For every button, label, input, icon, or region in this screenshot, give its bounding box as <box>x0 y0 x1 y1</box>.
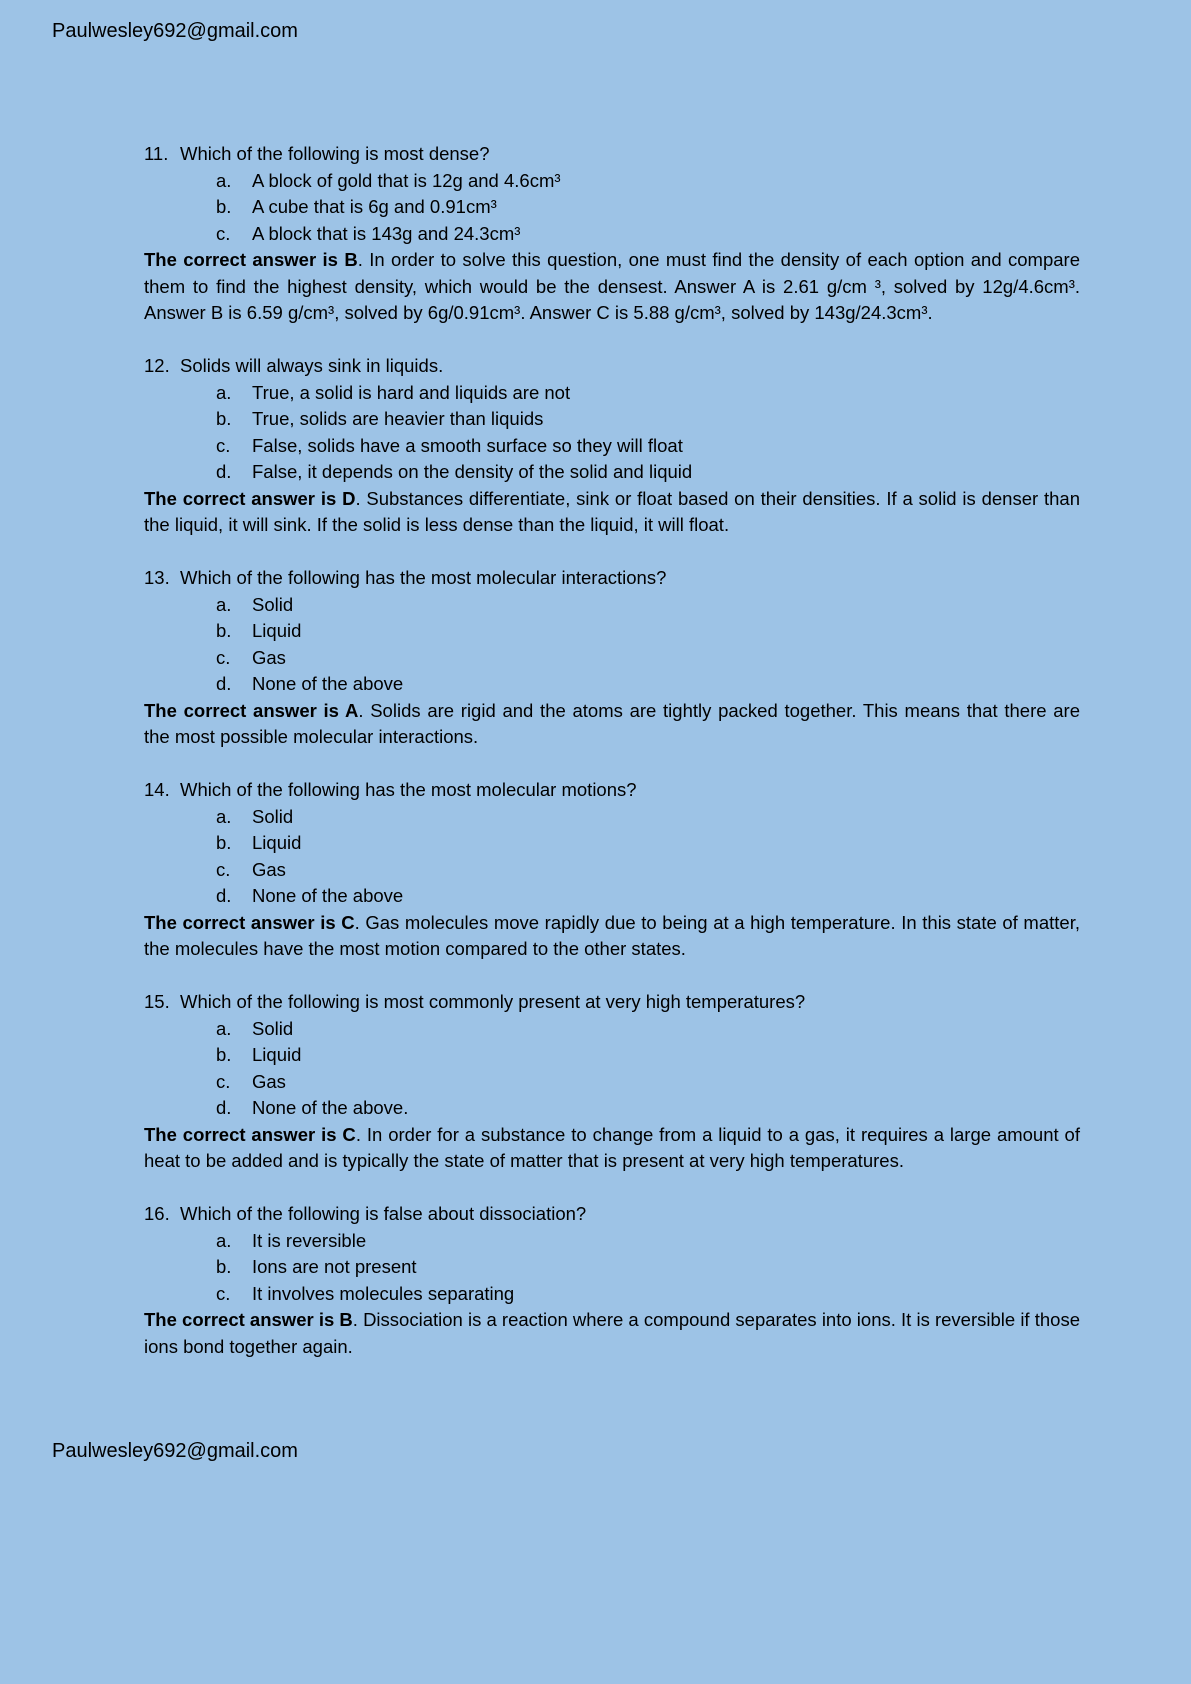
answer-explanation <box>144 1122 1080 1175</box>
option-letter: b. <box>216 620 232 641</box>
option-a <box>144 1016 1080 1043</box>
option-letter: c. <box>216 1282 231 1304</box>
question-list <box>144 141 1080 1387</box>
option-text: Solid <box>252 1017 294 1039</box>
option-d <box>144 1095 1080 1122</box>
option-c <box>144 433 1080 460</box>
option-letter: c. <box>216 1070 231 1092</box>
option-text: Gas <box>252 1070 286 1092</box>
option-c <box>144 1281 1080 1308</box>
option-text: It is reversible <box>252 1229 367 1251</box>
answer-text: . Gas molecules move rapidly due to being at a high temperature. In this state of matter, the molecules have the most motion compared to the other states. <box>144 911 1080 959</box>
answer-text: . Solids are rigid and the atoms are tightly packed together. This means that there are the most possible molecular interactions. <box>144 699 1080 747</box>
option-letter: b. <box>216 832 232 853</box>
option-text: None of the above <box>252 673 404 694</box>
option-text: Solid <box>252 593 294 615</box>
option-b <box>144 1254 1080 1281</box>
question-text: Which of the following is most dense? <box>180 143 490 164</box>
option-text: True, solids are heavier than liquids <box>252 408 544 429</box>
question-number: 12. <box>144 355 170 376</box>
option-letter: a. <box>216 1017 232 1039</box>
question-text: Which of the following is most commonly present at very high temperatures? <box>180 991 806 1012</box>
option-text: Liquid <box>252 832 302 853</box>
question-number: 13. <box>144 567 170 588</box>
question-16 <box>144 1201 1080 1360</box>
answer-explanation <box>144 1307 1080 1360</box>
question-line <box>144 777 1080 804</box>
question-text: Solids will always sink in liquids. <box>180 355 444 376</box>
option-letter: c. <box>216 222 231 244</box>
option-text: Liquid <box>252 620 302 641</box>
answer-lead: The correct answer is C <box>144 911 355 933</box>
question-number: 14. <box>144 779 170 800</box>
option-c <box>144 645 1080 672</box>
option-text: A block of gold that is 12g and 4.6cm³ <box>252 169 561 191</box>
header-email: Paulwesley692@gmail.com <box>52 20 298 42</box>
option-d <box>144 671 1080 698</box>
answer-text: . In order to solve this question, one must find the density of each option and compare them to find the highest density, which would be the densest. Answer A is 2.61 g/cm ³, solved by 12g/4.6cm³. Answer B is 6.59 g/cm³, solved by 6g/0.91cm³. Answer C is 5.88 g/cm³, solved by 143g/24.3cm³. <box>144 249 1080 323</box>
question-line <box>144 141 1080 168</box>
answer-lead: The correct answer is B <box>144 1309 353 1330</box>
question-number: 11. <box>144 143 169 164</box>
option-a <box>144 592 1080 619</box>
answer-explanation <box>144 698 1080 751</box>
question-14 <box>144 777 1080 963</box>
option-text: Gas <box>252 646 286 668</box>
option-d <box>144 459 1080 486</box>
answer-lead: The correct answer is C <box>144 1123 356 1145</box>
option-letter: c. <box>216 646 231 668</box>
option-list <box>144 1016 1080 1122</box>
question-line <box>144 565 1080 592</box>
option-text: A block that is 143g and 24.3cm³ <box>252 222 521 244</box>
option-d <box>144 883 1080 910</box>
option-letter: a. <box>216 1229 232 1251</box>
question-line <box>144 1201 1080 1228</box>
option-text: True, a solid is hard and liquids are not <box>252 381 571 403</box>
option-letter: a. <box>216 169 232 191</box>
option-letter: d. <box>216 1097 232 1118</box>
option-b <box>144 406 1080 433</box>
option-letter: d. <box>216 885 232 906</box>
option-text: Solid <box>252 805 294 827</box>
option-text: It involves molecules separating <box>252 1282 515 1304</box>
option-b <box>144 194 1080 221</box>
option-c <box>144 857 1080 884</box>
option-a <box>144 1228 1080 1255</box>
question-number: 15. <box>144 991 170 1012</box>
option-text: A cube that is 6g and 0.91cm³ <box>252 196 497 217</box>
option-letter: a. <box>216 593 232 615</box>
option-letter: d. <box>216 673 232 694</box>
option-list <box>144 168 1080 248</box>
option-text: None of the above. <box>252 1097 409 1118</box>
option-a <box>144 168 1080 195</box>
option-text: Ions are not present <box>252 1256 417 1277</box>
option-a <box>144 380 1080 407</box>
answer-explanation <box>144 486 1080 539</box>
option-list <box>144 592 1080 698</box>
option-text: None of the above <box>252 885 404 906</box>
option-letter: c. <box>216 858 231 880</box>
option-letter: b. <box>216 1044 232 1065</box>
answer-lead: The correct answer is B <box>144 249 358 270</box>
question-text: Which of the following has the most molecular interactions? <box>180 567 667 588</box>
option-b <box>144 618 1080 645</box>
option-list <box>144 380 1080 486</box>
option-letter: d. <box>216 461 232 482</box>
answer-text: . In order for a substance to change from a liquid to a gas, it requires a large amount of heat to be added and is typically the state of matter that is present at very high temperatures. <box>144 1123 1080 1171</box>
question-text: Which of the following is false about dissociation? <box>180 1203 587 1224</box>
answer-explanation <box>144 910 1080 963</box>
option-letter: c. <box>216 434 231 456</box>
option-b <box>144 830 1080 857</box>
answer-text: . Substances differentiate, sink or float based on their densities. If a solid is denser than the liquid, it will sink. If the solid is less dense than the liquid, it will float. <box>144 487 1080 535</box>
question-line <box>144 353 1080 380</box>
option-a <box>144 804 1080 831</box>
option-letter: b. <box>216 408 232 429</box>
option-letter: b. <box>216 1256 232 1277</box>
question-15 <box>144 989 1080 1175</box>
option-letter: b. <box>216 196 232 217</box>
option-text: False, it depends on the density of the solid and liquid <box>252 461 693 482</box>
option-text: Gas <box>252 858 286 880</box>
answer-text: . Dissociation is a reaction where a compound separates into ions. It is reversible if those ions bond together again. <box>144 1309 1080 1357</box>
option-letter: a. <box>216 381 232 403</box>
answer-lead: The correct answer is A <box>144 699 359 721</box>
question-number: 16. <box>144 1203 170 1224</box>
option-b <box>144 1042 1080 1069</box>
option-list <box>144 804 1080 910</box>
option-list <box>144 1228 1080 1308</box>
option-c <box>144 1069 1080 1096</box>
question-11 <box>144 141 1080 327</box>
question-text: Which of the following has the most molecular motions? <box>180 779 637 800</box>
question-13 <box>144 565 1080 751</box>
option-text: False, solids have a smooth surface so they will float <box>252 434 683 456</box>
footer-email: Paulwesley692@gmail.com <box>52 1440 298 1462</box>
answer-lead: The correct answer is D <box>144 487 356 509</box>
answer-explanation <box>144 247 1080 327</box>
option-c <box>144 221 1080 248</box>
option-letter: a. <box>216 805 232 827</box>
option-text: Liquid <box>252 1044 302 1065</box>
question-line <box>144 989 1080 1016</box>
question-12 <box>144 353 1080 539</box>
